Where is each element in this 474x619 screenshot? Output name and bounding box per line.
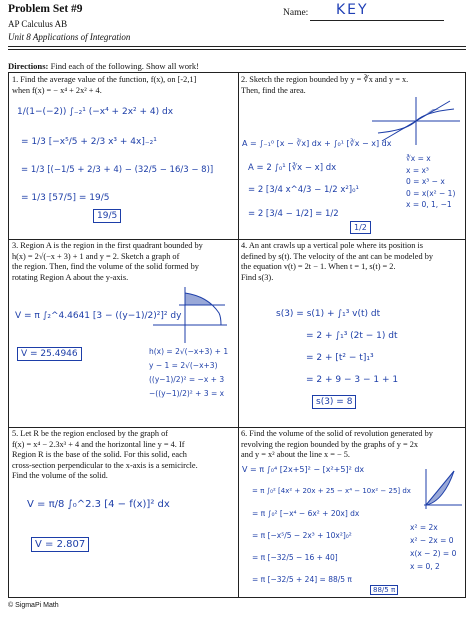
problem-grid <box>8 72 466 598</box>
problem-6-prompt-line: 6. Find the volume of the solid of revolution generated by <box>241 429 433 438</box>
problem-4-prompt-line: defined by s(t). The velocity of the ant can be modeled by <box>241 251 433 261</box>
problem-3-side-line: −((y−1)/2)² + 3 = x <box>149 389 225 398</box>
problem-6-side-work <box>410 521 456 573</box>
problem-2-prompt-line: Then, find the area. <box>241 85 306 95</box>
problem-3-prompt-line: h(x) = 2√(−x + 3) + 1 and y = 2. Sketch a graph of <box>12 251 180 261</box>
problem-6-sketch <box>418 465 464 511</box>
problem-3-side-line: ((y−1)/2)² = −x + 3 <box>149 375 225 384</box>
problem-4 <box>238 239 467 427</box>
problem-3-work-line: V = π ∫₂^4.4641 [3 − ((y−1)/2)²]² dy <box>15 311 182 321</box>
name-label: Name: <box>283 8 309 18</box>
problem-2-answer-box: 1/2 <box>350 221 371 234</box>
problem-3-side-line: h(x) = 2√(−x+3) + 1 <box>149 347 229 356</box>
problem-6-work-line: = π ∫₀² [−x⁴ − 6x² + 20x] dx <box>252 509 360 518</box>
problem-6-side-line: x(x − 2) = 0 <box>410 549 457 558</box>
problem-5-prompt-line: Find the volume of the solid. <box>12 471 108 481</box>
unit-name: Unit 8 Applications of Integration <box>8 32 131 42</box>
problem-2-prompt <box>241 75 408 96</box>
problem-3-prompt-line: 3. Region A is the region in the first quadrant bounded by <box>12 241 203 250</box>
problem-4-work-line: s(3) = s(1) + ∫₁³ v(t) dt <box>276 309 381 319</box>
problem-1-work-line: = 1/3 [−x⁵/5 + 2/3 x³ + 4x]₋₂¹ <box>21 137 157 147</box>
problem-1-prompt <box>12 75 196 96</box>
name-value: KEY <box>336 2 369 18</box>
footer-copyright: © SigmaPi Math <box>8 602 59 609</box>
problem-2-side-line: 0 = x(x² − 1) <box>406 188 456 198</box>
problem-6-work-line: = π [−32/5 − 16 + 40] <box>252 553 338 562</box>
name-line <box>310 20 444 21</box>
problem-3-prompt-line: the region. Then, find the volume of the solid formed by <box>12 262 199 272</box>
problem-3-answer-box: V = 25.4946 <box>17 347 82 361</box>
problem-2-work-line: = 2 [3/4 x^4/3 − 1/2 x²]₀¹ <box>248 185 359 195</box>
problem-6-prompt-line: and y = x² about the line x = − 5. <box>241 450 350 460</box>
problem-1-answer-box: 19/5 <box>93 209 121 223</box>
problem-4-answer-box: s(3) = 8 <box>312 395 356 409</box>
problem-2-side-line: x = 0, 1, −1 <box>406 200 452 209</box>
problem-2-side-line: x = x³ <box>406 165 429 175</box>
problem-1-work-line: 1/(1−(−2)) ∫₋₂¹ (−x⁴ + 2x² + 4) dx <box>17 107 174 117</box>
problem-6-work-line: = π [−32/5 + 24] = 88/5 π <box>252 575 352 584</box>
problem-3-side-line: y − 1 = 2√(−x+3) <box>149 361 218 370</box>
problem-5-work-line: V = π/8 ∫₀^2.3 [4 − f(x)]² dx <box>27 499 170 510</box>
problem-5-answer-box: V = 2.807 <box>31 537 89 552</box>
problem-4-prompt-line: the equation v(t) = 2t − 1. When t = 1, s(t) = 2. <box>241 262 396 272</box>
problem-5-prompt-line: 5. Let R be the region enclosed by the graph of <box>12 429 168 438</box>
problem-5-prompt-line: Region R is the base of the solid. For this solid, each <box>12 450 187 460</box>
directions-label: Directions: <box>8 61 49 71</box>
problem-6-work-line: = π [−x⁵/5 − 2x³ + 10x²]₀² <box>252 531 352 540</box>
problem-4-work-line: = 2 + 9 − 3 − 1 + 1 <box>306 375 399 385</box>
problem-2-side-line: ∛x = x <box>406 154 431 163</box>
problem-5-prompt <box>12 429 198 482</box>
problem-6-work-line: V = π ∫₀⁴ [2x+5]² − [x²+5]² dx <box>242 465 365 474</box>
problem-1 <box>9 73 238 239</box>
problem-1-prompt-line: when f(x) = − x⁴ + 2x² + 4. <box>12 85 102 95</box>
directions-text: Find each of the following. Show all work! <box>50 61 200 71</box>
problem-2-work-line: A = 2 ∫₀¹ [∛x − x] dx <box>248 163 337 173</box>
problem-4-prompt <box>241 241 433 283</box>
problem-5-prompt-line: f(x) = x⁴ − 2.3x³ + 4 and the horizontal line y = 4. If <box>12 439 185 449</box>
problem-2-work-line: A = ∫₋₁⁰ [x − ∛x] dx + ∫₀¹ [∛x − x] dx <box>242 139 392 148</box>
problem-6-side-line: x² = 2x <box>410 523 438 532</box>
header-rule-top <box>8 46 466 47</box>
problem-6-side-line: x² − 2x = 0 <box>410 536 454 545</box>
course-name: AP Calculus AB <box>8 19 68 29</box>
problem-4-work-line: = 2 + ∫₁³ (2t − 1) dt <box>306 331 398 341</box>
problem-1-work-line: = 1/3 [57/5] = 19/5 <box>21 193 110 203</box>
directions <box>8 61 199 71</box>
problem-2-side-line: 0 = x³ − x <box>406 177 445 186</box>
problem-4-prompt-line: 4. An ant crawls up a vertical pole where its position is <box>241 241 424 250</box>
problem-2-prompt-line: 2. Sketch the region bounded by y = ∛x and y = x. <box>241 75 409 84</box>
problem-5 <box>9 427 238 599</box>
problem-1-prompt-line: 1. Find the average value of the function, f(x), on [-2,1] <box>12 75 197 84</box>
problem-6-side-line: x = 0, 2 <box>410 562 440 571</box>
problem-6-answer-box: 88/5 π <box>370 585 398 595</box>
problem-6-work-line: = π ∫₀² [4x² + 20x + 25 − x⁴ − 10x² − 25] dx <box>252 487 411 495</box>
problem-2 <box>238 73 467 239</box>
problem-2-side-work <box>406 153 455 211</box>
problem-6-prompt-line: revolving the region bounded by the graphs of y = 2x <box>241 439 419 449</box>
problem-6-prompt <box>241 429 433 461</box>
problem-3-prompt-line: rotating Region A about the y-axis. <box>12 272 129 282</box>
problem-4-work-line: = 2 + [t² − t]₁³ <box>306 353 374 363</box>
problem-4-prompt-line: Find s(3). <box>241 272 274 282</box>
problem-1-work-line: = 1/3 [(−1/5 + 2/3 + 4) − (32/5 − 16/3 − 8)] <box>21 165 214 175</box>
problem-5-prompt-line: cross-section perpendicular to the x-axis is a semicircle. <box>12 460 198 470</box>
problem-3-side-work <box>149 345 228 401</box>
problem-6 <box>238 427 467 599</box>
problem-2-work-line: = 2 [3/4 − 1/2] = 1/2 <box>248 209 339 219</box>
problem-3-prompt <box>12 241 203 283</box>
problem-set-title: Problem Set #9 <box>8 3 83 15</box>
problem-3 <box>9 239 238 427</box>
header-rule-bottom <box>8 49 466 50</box>
